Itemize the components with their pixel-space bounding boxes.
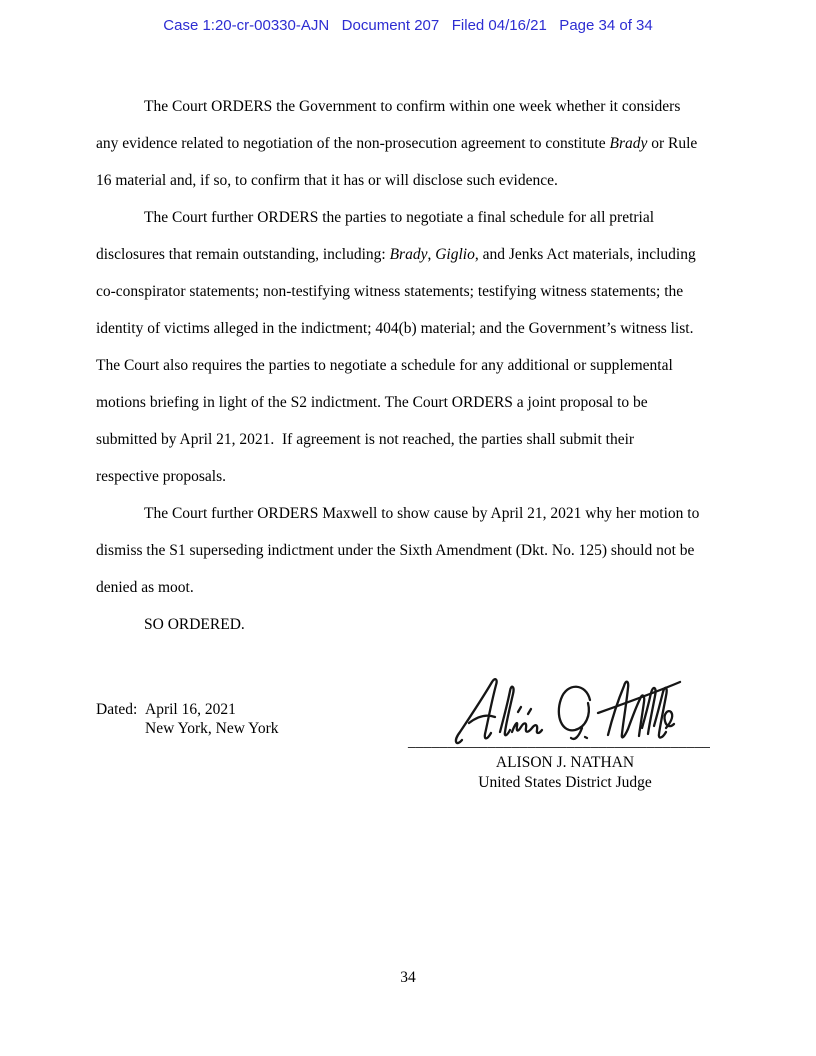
body-line (96, 88, 728, 125)
body-line (96, 236, 728, 273)
text-segment: dismiss the S1 superseding indictment under the Sixth Amendment (Dkt. No. 125) should not be (96, 542, 695, 559)
ecf-stamp-header: Case 1:20-cr-00330-AJN Document 207 Filed 04/16/21 Page 34 of 34 (163, 17, 653, 34)
body-line (96, 162, 728, 199)
body-paragraph (96, 199, 728, 495)
body-line (96, 606, 728, 643)
body-line (96, 421, 728, 458)
body-line (96, 125, 728, 162)
body-line (96, 384, 728, 421)
judge-block (420, 753, 710, 792)
text-segment: submitted by April 21, 2021. If agreement is not reached, the parties shall submit their (96, 431, 635, 448)
text-segment: any evidence related to negotiation of the non-prosecution agreement to constitute (96, 135, 610, 152)
text-segment: 16 material and, if so, to confirm that it has or will disclose such evidence. (96, 172, 558, 189)
judge-name: ALISON J. NATHAN (495, 754, 635, 771)
body-line (96, 569, 728, 606)
dated-label: Dated: (96, 701, 138, 718)
body-paragraph (96, 606, 728, 643)
text-segment: Giglio (435, 246, 475, 263)
dated-date: April 16, 2021 (145, 701, 236, 718)
body-paragraph (96, 88, 728, 199)
body-line (96, 273, 728, 310)
text-segment: respective proposals. (96, 468, 226, 485)
text-segment: co-conspirator statements; non-testifying witness statements; testifying witness statements; the (96, 283, 684, 300)
body-line (96, 495, 728, 532)
body-line (96, 458, 728, 495)
signature-line: ______________________________________ (408, 733, 711, 750)
body-line (96, 310, 728, 347)
text-segment: The Court further ORDERS Maxwell to show cause by April 21, 2021 why her motion to (144, 505, 700, 522)
text-segment: The Court ORDERS the Government to confirm within one week whether it considers (144, 98, 681, 115)
text-segment: The Court further ORDERS the parties to negotiate a final schedule for all pretrial (144, 209, 655, 226)
text-segment: , and Jenks Act materials, including (474, 246, 696, 263)
text-segment: The Court also requires the parties to negotiate a schedule for any additional or supplemental (96, 357, 673, 374)
body-line (96, 532, 728, 569)
body-paragraph (96, 495, 728, 606)
text-segment: denied as moot. (96, 579, 194, 596)
dated-block (96, 700, 279, 738)
text-segment: or Rule (647, 135, 698, 152)
text-segment: disclosures that remain outstanding, including: (96, 246, 390, 263)
order-body (96, 88, 728, 643)
text-segment: identity of victims alleged in the indictment; 404(b) material; and the Government’s witness list. (96, 320, 694, 337)
text-segment: SO ORDERED. (144, 616, 245, 633)
judge-title: United States District Judge (478, 773, 652, 791)
text-segment: Brady (389, 246, 428, 263)
body-line (96, 199, 728, 236)
dated-place: New York, New York (145, 720, 279, 737)
text-segment: , (427, 246, 436, 263)
text-segment: Brady (609, 135, 648, 152)
body-line (96, 347, 728, 384)
page-number: 34 (400, 969, 416, 986)
text-segment: motions briefing in light of the S2 indictment. The Court ORDERS a joint proposal to be (96, 394, 648, 411)
dated-lines (145, 700, 279, 738)
